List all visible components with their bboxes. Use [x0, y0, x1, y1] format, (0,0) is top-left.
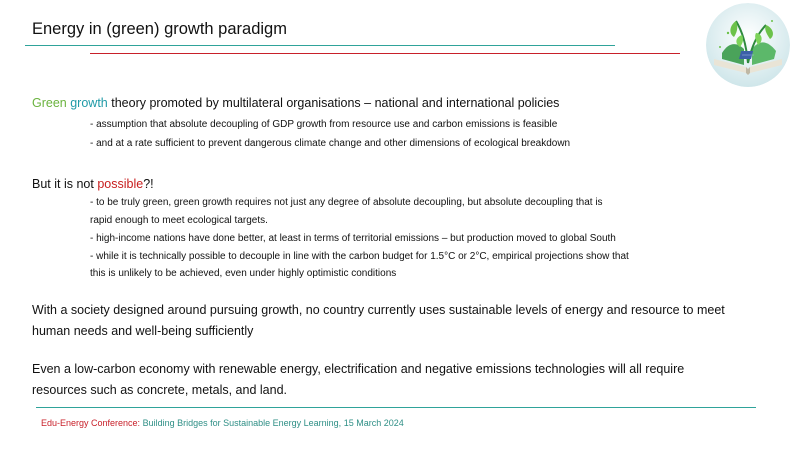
green-growth-heading-rest: theory promoted by multilateral organisations – national and international policies [107, 96, 560, 110]
slide-title: Energy in (green) growth paradigm [32, 20, 287, 38]
footer-divider [36, 407, 756, 408]
footer-conference: Edu-Energy Conference: [41, 418, 141, 428]
green-book-logo-icon [706, 3, 790, 87]
not-possible-pre: But it is not [32, 177, 98, 191]
not-possible-post: ?! [143, 177, 154, 191]
footer [41, 418, 404, 428]
section1-bullet: - and at a rate sufficient to prevent dangerous climate change and other dimensions of ecological breakdown [90, 138, 571, 149]
section2-bullet: - while it is technically possible to decouple in line with the carbon budget for 1.5°C or 2°C, empirical projections show that [90, 251, 629, 262]
section2-bullet: rapid enough to meet ecological targets. [90, 215, 268, 226]
footer-details: Building Bridges for Sustainable Energy Learning, 15 March 2024 [140, 418, 404, 428]
section2-bullet: this is unlikely to be achieved, even under highly optimistic conditions [90, 268, 397, 279]
section2-bullet: - high-income nations have done better, at least in terms of territorial emissions – but production moved to global South [90, 233, 616, 244]
not-possible-heading [32, 176, 154, 193]
growth-society-paragraph: With a society designed around pursuing growth, no country currently uses sustainable levels of energy and resource to meet human needs and well-being sufficiently [32, 303, 725, 338]
title-underline-red [90, 53, 680, 54]
title-underline-teal [25, 45, 615, 46]
growth-word: growth [70, 96, 108, 110]
possible-word: possible [97, 177, 144, 191]
low-carbon-paragraph: Even a low-carbon economy with renewable energy, electrification and negative emissions technologies will all require resources such as concrete, metals, and land. [32, 362, 685, 397]
green-word: Green [32, 96, 67, 110]
section1-bullet: - assumption that absolute decoupling of GDP growth from resource use and carbon emissions is feasible [90, 119, 558, 130]
green-growth-heading [32, 95, 559, 112]
section2-bullet: - to be truly green, green growth requires not just any degree of absolute decoupling, but absolute decoupling that is [90, 197, 603, 208]
